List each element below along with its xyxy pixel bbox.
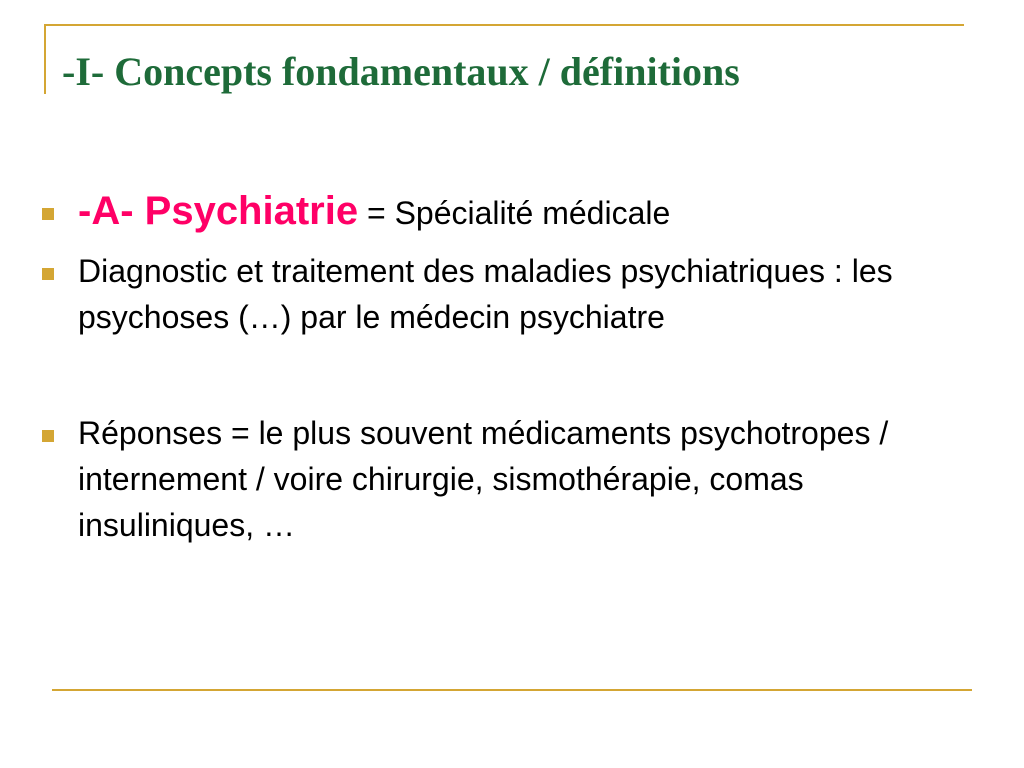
square-bullet-icon [42,208,54,220]
bullet-heading-psychiatrie: -A- Psychiatrie [78,189,359,233]
bullet-text-reponses: Réponses = le plus souvent médicaments psychotropes / internement / voire chirurgie, sismothérapie, comas insuliniques, … [78,415,889,543]
footer-rule [52,689,972,691]
title-frame-top-rule [44,24,964,26]
bullet-text-diagnostic: Diagnostic et traitement des maladies psychiatriques : les psychoses (…) par le médecin psychiatre [78,253,893,335]
bullet-item-psychiatrie [40,188,940,236]
bullet-list [40,188,940,548]
bullet-item-diagnostic [40,248,940,340]
slide-title: -I- Concepts fondamentaux / définitions [62,49,740,94]
square-bullet-icon [42,430,54,442]
title-frame-left-rule [44,24,46,94]
bullet-definition-text: = Spécialité médicale [358,195,671,231]
bullet-item-reponses [40,410,940,548]
square-bullet-icon [42,268,54,280]
